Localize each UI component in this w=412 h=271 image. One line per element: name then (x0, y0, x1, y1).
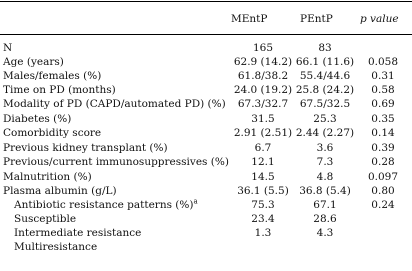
row-label (14, 213, 76, 226)
mentp-value: 12.1 (251, 156, 275, 168)
table-row (0, 171, 412, 184)
row-label (3, 42, 12, 55)
pentp-value: 36.8 (5.4) (299, 185, 351, 197)
table-row (0, 56, 412, 69)
pentp-value: 2.44 (2.27) (295, 127, 355, 139)
row-label (14, 227, 141, 240)
mentp-value: 75.3 (251, 199, 275, 211)
table-row (0, 241, 412, 254)
p-value: 0.14 (371, 127, 395, 139)
table-row (0, 156, 412, 169)
mentp-value: 14.5 (251, 171, 275, 183)
mentp-value: 62.9 (14.2) (233, 56, 293, 68)
mentp-value: 1.3 (254, 227, 272, 239)
row-label-text: Plasma albumin (g/L) (3, 185, 117, 197)
row-label (3, 142, 168, 155)
table-row (0, 199, 412, 212)
row-label (3, 56, 64, 69)
pentp-value: 66.1 (11.6) (295, 56, 355, 68)
p-value: 0.058 (367, 56, 399, 68)
row-label-text: Comorbidity score (3, 127, 102, 139)
header-mentp: MEntP (231, 13, 268, 25)
row-label-text: Time on PD (months) (3, 84, 116, 96)
p-value: 0.097 (367, 171, 399, 183)
p-value: 0.24 (371, 199, 395, 211)
pentp-value: 28.6 (313, 213, 337, 225)
pentp-value: 7.3 (316, 156, 334, 168)
pentp-value: 67.1 (313, 199, 337, 211)
row-label-text: Males/females (%) (3, 70, 102, 82)
mentp-value: 31.5 (251, 113, 275, 125)
p-value: 0.58 (371, 84, 395, 96)
row-label (3, 70, 101, 83)
header-pentp: PEntP (300, 13, 333, 25)
row-label-text: Modality of PD (CAPD/automated PD) (%) (3, 98, 226, 110)
row-label (3, 98, 226, 111)
row-label-text: N (3, 42, 13, 54)
pentp-value: 83 (318, 42, 332, 54)
p-value: 0.80 (371, 185, 395, 197)
row-label (14, 199, 198, 212)
mentp-value: 61.8/38.2 (237, 70, 289, 82)
table-row (0, 142, 412, 155)
pentp-value: 55.4/44.6 (299, 70, 351, 82)
row-label (3, 171, 92, 184)
table-row (0, 113, 412, 126)
row-label-text: Susceptible (14, 213, 77, 225)
p-value: 0.31 (371, 70, 395, 82)
row-label-text: Intermediate resistance (14, 227, 142, 239)
pentp-value: 25.3 (313, 113, 337, 125)
table-row (0, 70, 412, 83)
row-label (3, 156, 229, 169)
pentp-value: 3.6 (316, 142, 334, 154)
pentp-value: 4.3 (316, 227, 334, 239)
p-value: 0.28 (371, 156, 395, 168)
mentp-value: 67.3/32.7 (237, 98, 289, 110)
mentp-value: 165 (252, 42, 274, 54)
table-row (0, 185, 412, 198)
pentp-value: 4.8 (316, 171, 334, 183)
row-label (3, 113, 71, 126)
row-label-text: Previous/current immunosuppressives (%) (3, 156, 229, 168)
pentp-value: 25.8 (24.2) (295, 84, 355, 96)
row-label (3, 84, 116, 97)
row-label-text: Malnutrition (%) (3, 171, 92, 183)
mentp-value: 36.1 (5.5) (237, 185, 289, 197)
row-label (3, 185, 117, 198)
row-label-text: Antibiotic resistance patterns (%) (14, 199, 194, 211)
pentp-value: 67.5/32.5 (299, 98, 351, 110)
mentp-value: 6.7 (254, 142, 272, 154)
mentp-value: 23.4 (251, 213, 275, 225)
row-label-text: Previous kidney transplant (%) (3, 142, 168, 154)
mentp-value: 2.91 (2.51) (233, 127, 293, 139)
p-value: 0.69 (371, 98, 395, 110)
row-label-text: Multiresistance (14, 241, 98, 253)
row-label-text: Age (years) (3, 56, 64, 68)
header-p-value-text: p value (360, 13, 399, 25)
footnote-marker: a (193, 197, 198, 206)
row-label-text: Diabetes (%) (3, 113, 72, 125)
mentp-value: 24.0 (19.2) (233, 84, 293, 96)
table-row (0, 127, 412, 140)
table-row (0, 213, 412, 226)
table-row (0, 84, 412, 97)
row-label (14, 241, 97, 254)
table-row (0, 98, 412, 111)
row-label (3, 127, 101, 140)
table-row (0, 227, 412, 240)
table-row (0, 42, 412, 55)
p-value: 0.35 (371, 113, 395, 125)
p-value: 0.39 (371, 142, 395, 154)
